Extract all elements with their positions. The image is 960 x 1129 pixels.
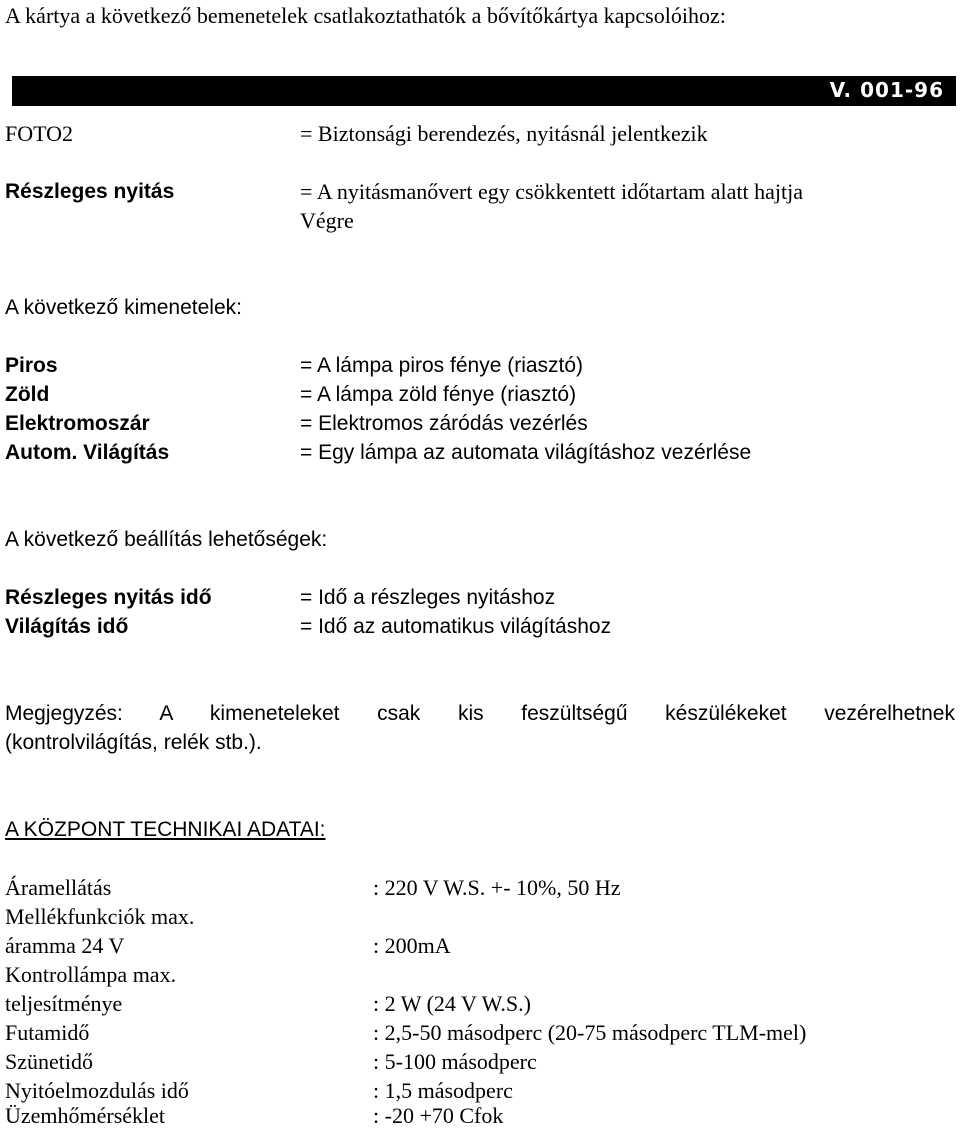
intro-settings: A következő beállítás lehetőségek: <box>5 528 328 551</box>
tech-value-open-move: : 1,5 másodperc <box>373 1078 513 1103</box>
tech-label-aux-max: Mellékfunkciók max. <box>5 904 195 929</box>
tech-label-lamp-max: Kontrollámpa max. <box>5 962 177 987</box>
input-desc-partial-open: = A nyitásmanővert egy csökkentett időtartam alatt hajtja <box>300 179 803 204</box>
output-desc-autolight: = Egy lámpa az automata világításhoz vezérlése <box>300 441 752 464</box>
input-desc-partial-open-cont: Végre <box>300 208 354 233</box>
tech-value-power: : 220 V W.S. +- 10%, 50 Hz <box>373 875 621 900</box>
tech-label-power: Áramellátás <box>5 875 112 900</box>
tech-value-aux-current: : 200mA <box>373 933 451 958</box>
intro-outputs: A következő kimenetelek: <box>5 296 242 319</box>
tech-value-pause: : 5-100 másodperc <box>373 1049 537 1074</box>
tech-value-temperature: : -20 +70 Cfok <box>373 1103 504 1128</box>
setting-name-light-time: Világítás idő <box>5 615 129 638</box>
output-name-electrolock: Elektromoszár <box>5 412 150 435</box>
tech-label-temperature: Üzemhőmérséklet <box>5 1103 166 1128</box>
tech-label-pause: Szünetidő <box>5 1049 93 1074</box>
output-desc-electrolock: = Elektromos záródás vezérlés <box>300 412 588 435</box>
input-name-foto2: FOTO2 <box>5 121 74 146</box>
input-name-partial-open: Részleges nyitás <box>5 180 175 203</box>
setting-name-partial-time: Részleges nyitás idő <box>5 586 212 609</box>
input-desc-foto2: = Biztonsági berendezés, nyitásnál jelentkezik <box>300 121 708 146</box>
output-name-autolight: Autom. Világítás <box>5 441 170 464</box>
tech-label-runtime: Futamidő <box>5 1020 90 1045</box>
output-name-green: Zöld <box>5 383 50 406</box>
setting-desc-partial-time: = Idő a részleges nyitáshoz <box>300 586 556 609</box>
output-desc-green: = A lámpa zöld fénye (riasztó) <box>300 383 577 406</box>
intro-inputs: A kártya a következő bemenetelek csatlakoztathatók a bővítőkártya kapcsolóihoz: <box>5 3 726 28</box>
note-line-1: Megjegyzés: A kimeneteleket csak kis feszültségű készülékeket vezérelhetnek <box>5 702 955 725</box>
setting-desc-light-time: = Idő az automatikus világításhoz <box>300 615 612 638</box>
version-label: V. 001-96 <box>829 78 944 102</box>
tech-title: A KÖZPONT TECHNIKAI ADATAI: <box>5 818 326 841</box>
tech-label-aux-current: áramma 24 V <box>5 933 125 958</box>
tech-label-open-move: Nyitóelmozdulás idő <box>5 1078 189 1103</box>
version-banner <box>12 76 956 106</box>
output-name-red: Piros <box>5 354 58 377</box>
tech-value-lamp-power: : 2 W (24 V W.S.) <box>373 991 531 1016</box>
tech-label-lamp-power: teljesítménye <box>5 991 123 1016</box>
tech-value-runtime: : 2,5-50 másodperc (20-75 másodperc TLM-mel) <box>373 1020 807 1045</box>
note-line-2: (kontrolvilágítás, relék stb.). <box>5 731 262 754</box>
output-desc-red: = A lámpa piros fénye (riasztó) <box>300 354 584 377</box>
